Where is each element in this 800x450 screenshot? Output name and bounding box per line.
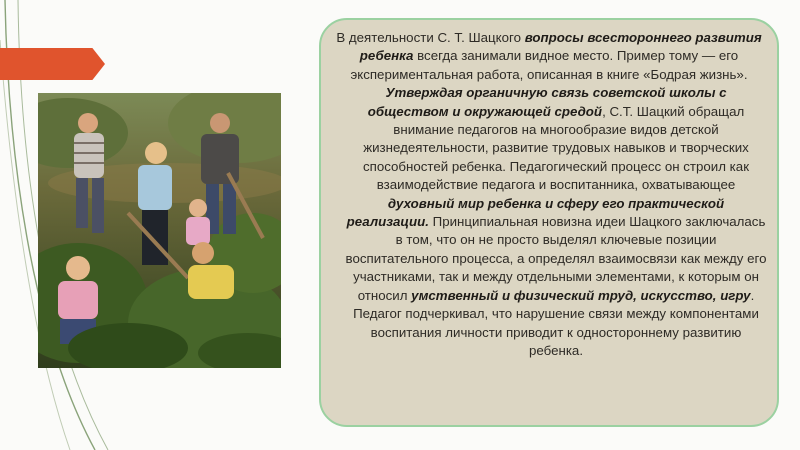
family-gardening-photo (38, 93, 281, 368)
emphasis-text: вопросы всестороннего развития ребенка (359, 30, 762, 64)
paragraph-2 (331, 84, 767, 360)
description-text-box (319, 18, 779, 427)
emphasis-text: умственный и физический труд, искусство, игру (411, 287, 751, 303)
emphasis-text: Утверждая органичную связь советской школы с обществом и окружающей средой (367, 85, 727, 119)
text-span: . Педагог подчеркивал, что нарушение связи между компонентами воспитания личности приводит к одностороннему развитию ребенка. (353, 287, 759, 358)
text-span: всегда занимали видное место. Пример тому — его экспериментальная работа, описанная в книге «Бодрая жизнь». (350, 48, 748, 82)
text-span: Принципиальная новизна идеи Шацкого заключалась в том, что он не просто выделял ключевые позиции воспитательного процесса, а определял взаимосвязи как между его участниками, так и между отдельными элементами, к которым он относил (345, 214, 767, 303)
emphasis-text: духовный мир ребенка и сферу его практической реализации. (346, 195, 725, 230)
arrow-decoration (0, 48, 105, 80)
text-span: В деятельности С. Т. Шацкого (336, 30, 525, 45)
paragraph-1 (331, 29, 767, 84)
text-span: , С.Т. Шацкий обращал внимание педагогов на многообразие видов детской жизнедеятельности, развитие трудовых навыков и творческих способностей ребенка. Педагогический процесс он строил как взаимодействие педагога и воспитанника, охватывающее (362, 103, 750, 193)
